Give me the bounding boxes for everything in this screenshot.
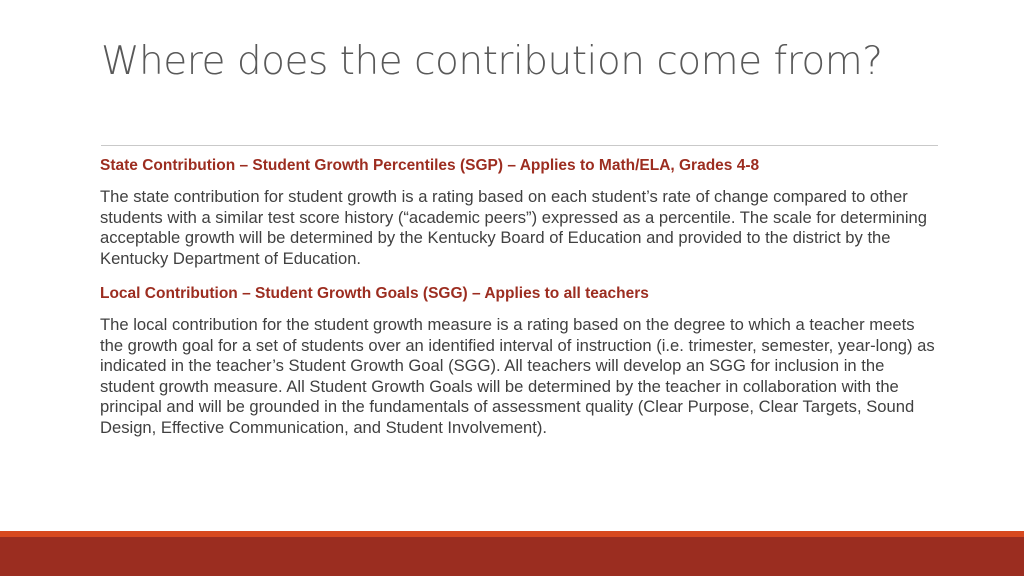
local-contribution-body: The local contribution for the student growth measure is a rating based on the degree to which a teacher meets the growth goal for a set of students over an identified interval of instruction (i.e. trimester, semester, year-long) as indicated in the teacher’s Student Growth Goal (SGG). All teachers will develop an SGG for inclusion in the student growth measure. All Student Growth Goals will be determined by the teacher in collaboration with the principal and will be grounded in the fundamentals of assessment quality (Clear Purpose, Clear Targets, Sound Design, Effective Communication, and Student Involvement). — [100, 315, 935, 437]
local-contribution-heading: Local Contribution – Student Growth Goals (SGG) – Applies to all teachers — [100, 285, 649, 302]
footer-band — [0, 537, 1024, 576]
state-contribution-heading: State Contribution – Student Growth Percentiles (SGP) – Applies to Math/ELA, Grades 4-8 — [100, 157, 760, 174]
title-divider — [101, 145, 938, 146]
slide-content — [100, 155, 940, 452]
slide-title: Where does the contribution come from? — [101, 39, 883, 84]
state-contribution-body: The state contribution for student growth is a rating based on each student’s rate of change compared to other students with a similar test score history (“academic peers”) expressed as a percentile. The scale for determining acceptable growth will be determined by the Kentucky Board of Education and provided to the district by the Kentucky Department of Education. — [100, 187, 927, 268]
